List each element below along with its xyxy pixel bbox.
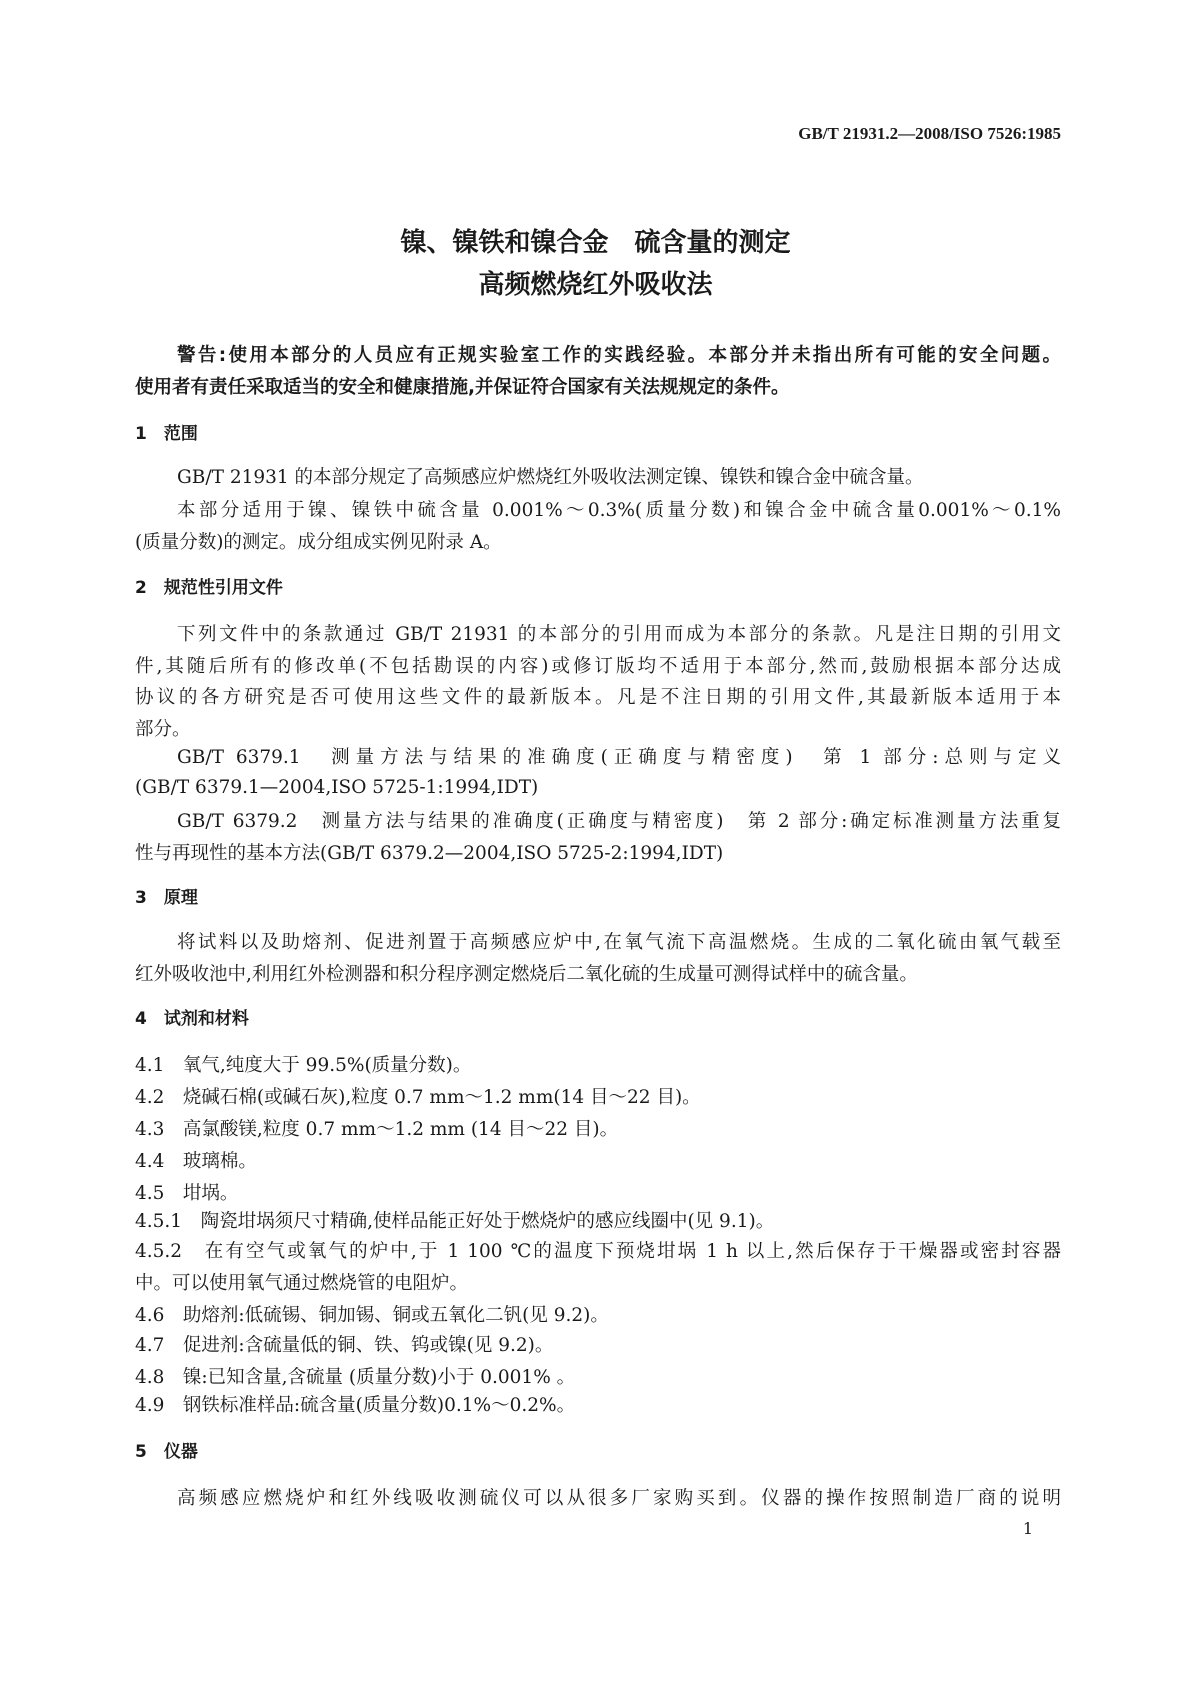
- section-heading: 1 范围: [135, 424, 198, 444]
- section-heading: 2 规范性引用文件: [135, 578, 283, 598]
- list-item: 4.9 钢铁标准样品:硫含量(质量分数)0.1%～0.2%。: [135, 1395, 576, 1416]
- list-item: 4.1 氧气,纯度大于 99.5%(质量分数)。: [135, 1055, 472, 1076]
- reference-line: GB/T 6379.2 测量方法与结果的准确度(正确度与精密度) 第 2 部分:确定标准测量方法重复: [177, 811, 1061, 832]
- paragraph-line: 本部分适用于镍、镍铁中硫含量 0.001%～0.3%(质量分数)和镍合金中硫含量0.001%～0.1%: [177, 500, 1061, 521]
- section-heading: 4 试剂和材料: [135, 1009, 249, 1029]
- reference-line: 性与再现性的基本方法(GB/T 6379.2—2004,ISO 5725-2:1994,IDT): [135, 843, 724, 864]
- list-item: 4.4 玻璃棉。: [135, 1151, 257, 1172]
- paragraph-line: 件,其随后所有的修改单(不包括勘误的内容)或修订版均不适用于本部分,然而,鼓励根据本部分达成: [135, 656, 1061, 677]
- reference-line: GB/T 6379.1 测量方法与结果的准确度(正确度与精密度) 第 1 部分:总则与定义: [177, 747, 1061, 768]
- list-item: 4.5.1 陶瓷坩埚须尺寸精确,使样品能正好处于燃烧炉的感应线圈中(见 9.1)。: [135, 1211, 775, 1232]
- warning-text: 使用者有责任采取适当的安全和健康措施,并保证符合国家有关法规规定的条件。: [135, 377, 790, 398]
- paragraph-line: 高频感应燃烧炉和红外线吸收测硫仪可以从很多厂家购买到。仪器的操作按照制造厂商的说明: [177, 1488, 1061, 1509]
- list-item: 4.8 镍:已知含量,含硫量 (质量分数)小于 0.001% 。: [135, 1367, 576, 1388]
- document-subtitle: 高频燃烧红外吸收法: [478, 270, 713, 300]
- list-item: 4.7 促进剂:含硫量低的铜、铁、钨或镍(见 9.2)。: [135, 1335, 554, 1356]
- section-heading: 3 原理: [135, 888, 198, 908]
- list-item: 4.5 坩埚。: [135, 1183, 239, 1204]
- warning-text: 警告:使用本部分的人员应有正规实验室工作的实践经验。本部分并未指出所有可能的安全问题。: [177, 345, 1061, 366]
- document-title: 镍、镍铁和镍合金 硫含量的测定: [400, 228, 791, 258]
- paragraph-line: 下列文件中的条款通过 GB/T 21931 的本部分的引用而成为本部分的条款。凡是注日期的引用文: [177, 624, 1061, 645]
- standard-number-header: GB/T 21931.2—2008/ISO 7526:1985: [798, 124, 1061, 143]
- paragraph-line: 部分。: [135, 719, 191, 740]
- list-item: 中。可以使用氧气通过燃烧管的电阻炉。: [135, 1273, 469, 1294]
- list-item: 4.5.2 在有空气或氧气的炉中,于 1 100 ℃的温度下预烧坩埚 1 h 以上,然后保存于干燥器或密封容器: [135, 1241, 1061, 1262]
- page-number: 1: [1022, 1519, 1033, 1538]
- paragraph-line: 协议的各方研究是否可使用这些文件的最新版本。凡是不注日期的引用文件,其最新版本适用于本: [135, 687, 1061, 708]
- list-item: 4.6 助熔剂:低硫锡、铜加锡、铜或五氧化二钒(见 9.2)。: [135, 1305, 609, 1326]
- section-heading: 5 仪器: [135, 1442, 198, 1462]
- paragraph-line: (质量分数)的测定。成分组成实例见附录 A。: [135, 532, 502, 553]
- list-item: 4.3 高氯酸镁,粒度 0.7 mm～1.2 mm (14 目～22 目)。: [135, 1119, 619, 1140]
- paragraph-line: GB/T 21931 的本部分规定了高频感应炉燃烧红外吸收法测定镍、镍铁和镍合金中硫含量。: [177, 467, 924, 488]
- paragraph-line: 红外吸收池中,利用红外检测器和积分程序测定燃烧后二氧化硫的生成量可测得试样中的硫含量。: [135, 964, 918, 985]
- reference-line: (GB/T 6379.1—2004,ISO 5725-1:1994,IDT): [135, 777, 539, 798]
- list-item: 4.2 烧碱石棉(或碱石灰),粒度 0.7 mm～1.2 mm(14 目～22 目)。: [135, 1087, 701, 1108]
- paragraph-line: 将试料以及助熔剂、促进剂置于高频感应炉中,在氧气流下高温燃烧。生成的二氧化硫由氧气载至: [177, 932, 1061, 953]
